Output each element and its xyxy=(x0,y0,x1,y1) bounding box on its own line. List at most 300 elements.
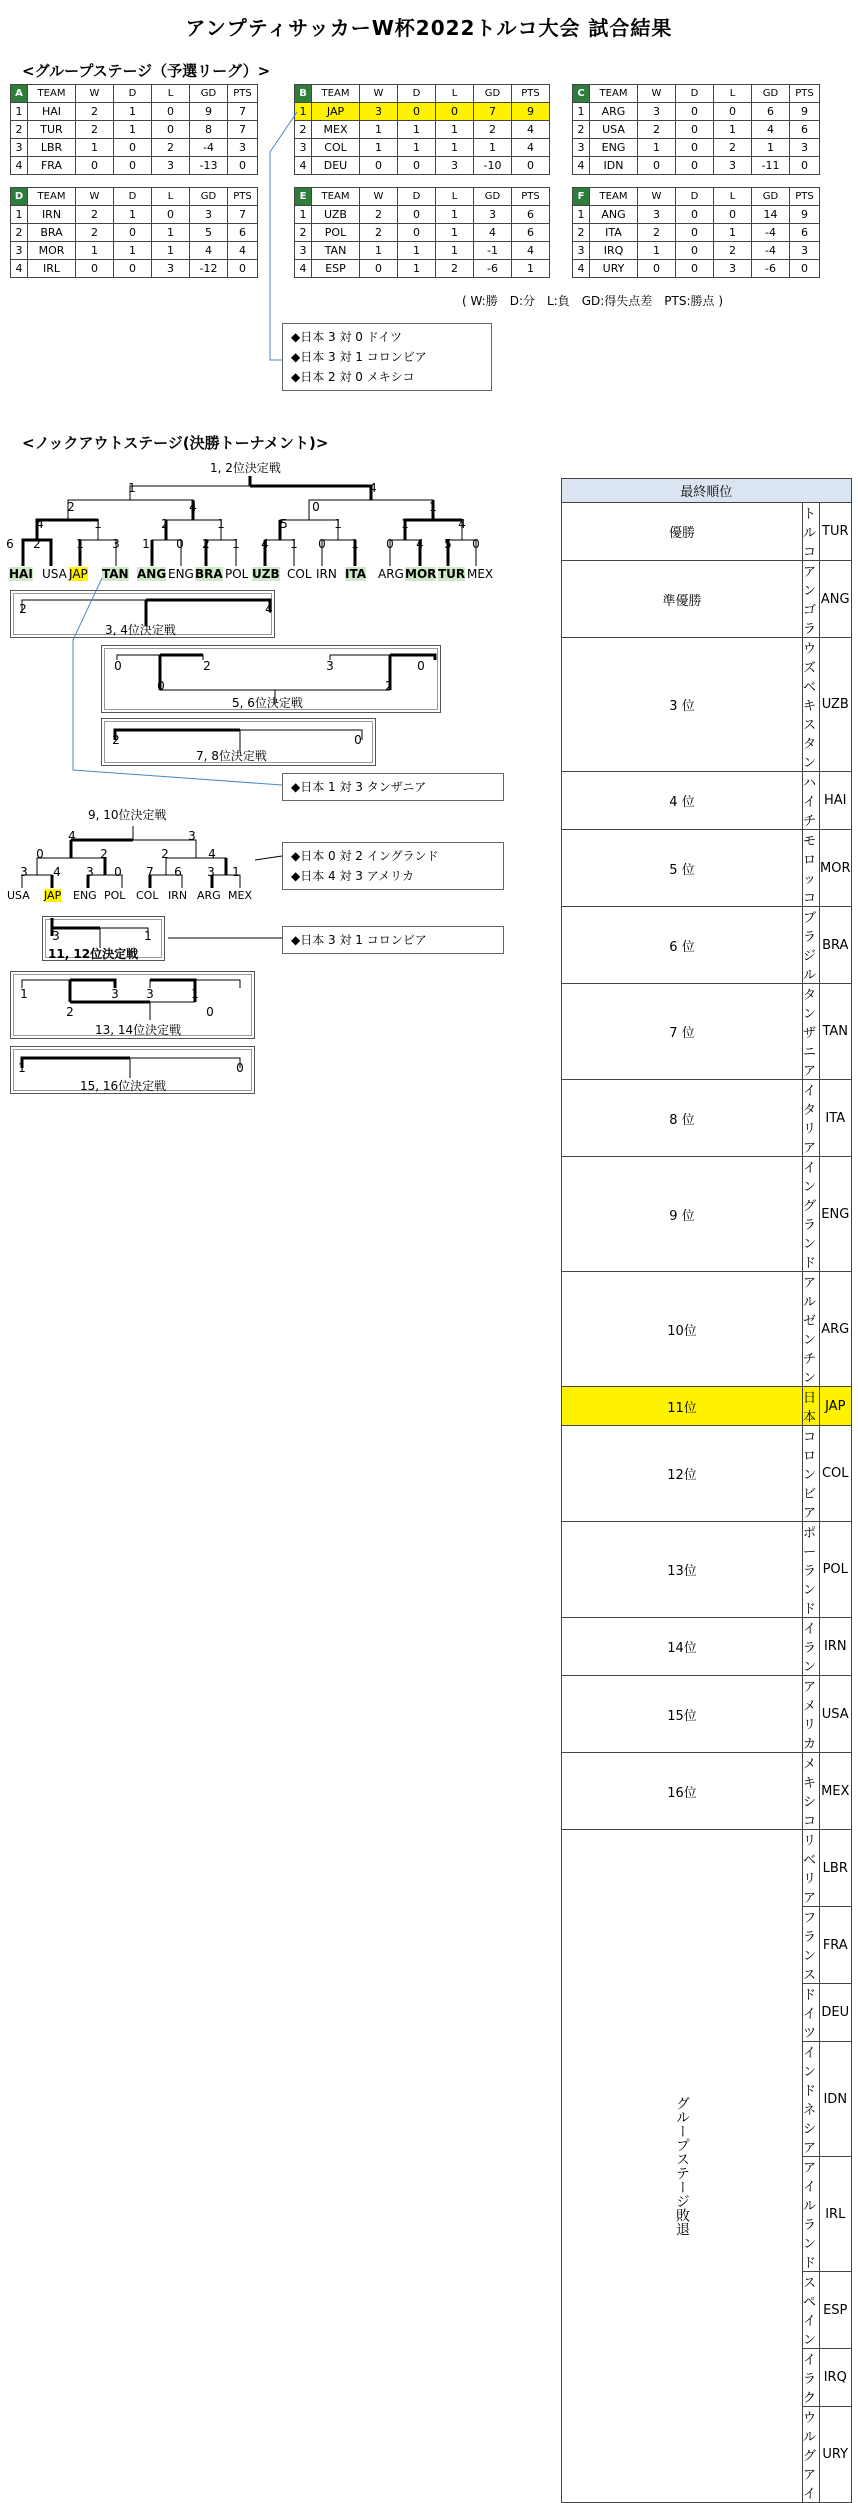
column-header: D xyxy=(398,85,436,103)
table-cell: 0 xyxy=(228,157,258,175)
table-cell: 3 xyxy=(573,242,590,260)
table-cell: 1 xyxy=(436,206,474,224)
stats-legend: ( W:勝 D:分 L:負 GD:得失点差 PTS:勝点 ) xyxy=(462,294,724,308)
team-arg: ARG xyxy=(197,889,221,902)
table-cell: 4 xyxy=(190,242,228,260)
table-cell: 3 xyxy=(228,139,258,157)
table-cell: 6 xyxy=(512,224,550,242)
table-cell: ブラジル xyxy=(803,907,820,984)
table-cell: DEU xyxy=(312,157,360,175)
table-row xyxy=(573,103,820,121)
table-cell: 6 xyxy=(512,206,550,224)
table-cell: 4 xyxy=(512,121,550,139)
table-cell: 4 xyxy=(295,260,312,278)
table-cell: IRQ xyxy=(590,242,638,260)
table-cell: MOR xyxy=(820,830,851,907)
ninth-place-label: 9, 10位決定戦 xyxy=(88,808,167,822)
table-row xyxy=(562,638,852,772)
page-title: アンプティサッカーW杯2022トルコ大会 試合結果 xyxy=(185,16,673,40)
table-cell: 3 xyxy=(11,242,28,260)
table-cell: TUR xyxy=(820,503,851,561)
r910-result-2: ◆日本 4 対 3 アメリカ xyxy=(291,869,414,883)
table-cell: 4 xyxy=(474,224,512,242)
table-cell: 14 xyxy=(752,206,790,224)
table-cell: 4 xyxy=(295,157,312,175)
table-row xyxy=(562,1753,852,1830)
table-cell: 8 位 xyxy=(562,1080,803,1157)
table-cell: TUR xyxy=(28,121,76,139)
ninth-r1-score: 1 xyxy=(232,865,240,879)
column-header: TEAM xyxy=(28,85,76,103)
table-cell: -6 xyxy=(474,260,512,278)
table-cell: 6 位 xyxy=(562,907,803,984)
thirteenth-score: 0 xyxy=(206,1005,214,1019)
column-header: TEAM xyxy=(590,188,638,206)
table-cell: ESP xyxy=(312,260,360,278)
group-exit-label: グループステージ敗退 xyxy=(562,1830,803,2503)
table-cell: 16位 xyxy=(562,1753,803,1830)
table-row xyxy=(573,157,820,175)
r16-score: 0 xyxy=(386,537,394,551)
sf-score: 4 xyxy=(189,500,197,514)
table-cell: 12位 xyxy=(562,1426,803,1522)
table-cell: 3 xyxy=(152,157,190,175)
table-cell: FRA xyxy=(820,1907,851,1984)
r16-result-1: ◆日本 1 対 3 タンザニア xyxy=(291,780,427,794)
table-cell: -4 xyxy=(752,224,790,242)
ninth-r3-score: 3 xyxy=(188,829,196,843)
r16-score: 0 xyxy=(318,537,326,551)
table-cell: 0 xyxy=(676,103,714,121)
table-cell: USA xyxy=(820,1676,851,1753)
table-cell: -13 xyxy=(190,157,228,175)
column-header: PTS xyxy=(512,188,550,206)
table-cell: 2 xyxy=(714,139,752,157)
table-cell: 1 xyxy=(114,121,152,139)
table-row xyxy=(573,139,820,157)
group-stage-heading: <グループステージ（予選リーグ）> xyxy=(22,62,271,80)
table-cell: 1 xyxy=(474,139,512,157)
table-cell: 2 xyxy=(360,206,398,224)
column-header: L xyxy=(714,188,752,206)
table-cell: BRA xyxy=(28,224,76,242)
table-cell: 1 xyxy=(114,103,152,121)
r16-score: 4 xyxy=(261,537,269,551)
column-header: D xyxy=(398,188,436,206)
qf-score: 1 xyxy=(334,517,342,531)
ninth-r1-score: 3 xyxy=(86,865,94,879)
table-cell: 3 xyxy=(295,139,312,157)
eleventh-place-label: 11, 12位決定戦 xyxy=(48,947,139,961)
table-cell: FRA xyxy=(28,157,76,175)
table-cell: アイルランド xyxy=(803,2157,820,2272)
qf-score: 1 xyxy=(401,517,409,531)
third-score: 4 xyxy=(265,602,273,616)
table-cell: 2 xyxy=(714,242,752,260)
table-cell: 9 xyxy=(790,103,820,121)
table-cell: 4 位 xyxy=(562,772,803,830)
table-cell: IRL xyxy=(28,260,76,278)
thirteenth-score: 2 xyxy=(66,1005,74,1019)
r16-score: 1 xyxy=(232,537,240,551)
table-cell: 6 xyxy=(752,103,790,121)
team-uzb: UZB xyxy=(252,567,280,581)
fifth-score: 0 xyxy=(157,679,165,693)
table-cell: フランス xyxy=(803,1907,820,1984)
table-cell: 0 xyxy=(228,260,258,278)
table-cell: HAI xyxy=(820,772,851,830)
column-header: PTS xyxy=(228,188,258,206)
table-cell: メキシコ xyxy=(803,1753,820,1830)
team-eng: ENG xyxy=(168,567,194,581)
group-result-1: ◆日本 3 対 0 ドイツ xyxy=(291,330,403,344)
r16-score: 1 xyxy=(351,537,359,551)
table-cell: URY xyxy=(820,2407,851,2503)
r16-score: 4 xyxy=(416,537,424,551)
ninth-r1-score: 3 xyxy=(207,865,215,879)
table-cell: 3 xyxy=(638,206,676,224)
r16-score: 6 xyxy=(6,537,14,551)
third-place-label: 3, 4位決定戦 xyxy=(105,623,176,637)
thirteenth-score: 1 xyxy=(20,987,28,1001)
team-col: COL xyxy=(287,567,312,581)
table-cell: 1 xyxy=(714,121,752,139)
table-cell: -4 xyxy=(190,139,228,157)
table-cell: 0 xyxy=(360,157,398,175)
fifth-score: 0 xyxy=(114,659,122,673)
table-cell: IRN xyxy=(28,206,76,224)
table-cell: イタリア xyxy=(803,1080,820,1157)
table-cell: 2 xyxy=(11,224,28,242)
table-cell: 4 xyxy=(752,121,790,139)
table-cell: ウルグアイ xyxy=(803,2407,820,2503)
table-cell: 0 xyxy=(790,260,820,278)
table-row xyxy=(562,1080,852,1157)
table-cell: 5 xyxy=(190,224,228,242)
table-cell: 0 xyxy=(638,260,676,278)
table-cell: BRA xyxy=(820,907,851,984)
table-row xyxy=(562,561,852,638)
sf-score: 2 xyxy=(67,500,75,514)
table-cell: 9 xyxy=(790,206,820,224)
column-header: W xyxy=(638,188,676,206)
fifteenth-place-label: 15, 16位決定戦 xyxy=(80,1079,167,1093)
table-cell: 準優勝 xyxy=(562,561,803,638)
table-cell: イングランド xyxy=(803,1157,820,1272)
table-row xyxy=(562,1426,852,1522)
table-cell: IDN xyxy=(590,157,638,175)
table-cell: ENG xyxy=(820,1157,851,1272)
final-score: 1 xyxy=(128,481,136,495)
japan-9-10-results xyxy=(282,842,504,890)
ninth-r1-score: 7 xyxy=(146,865,154,879)
qf-score: 4 xyxy=(36,517,44,531)
ninth-r2-score: 2 xyxy=(161,847,169,861)
qf-score: 4 xyxy=(458,517,466,531)
table-cell: 0 xyxy=(152,121,190,139)
r910-result-1: ◆日本 0 対 2 イングランド xyxy=(291,849,439,863)
column-header: GD xyxy=(474,85,512,103)
team-ang: ANG xyxy=(137,567,167,581)
group-letter: D xyxy=(11,188,28,206)
table-cell: -10 xyxy=(474,157,512,175)
table-cell: 1 xyxy=(295,103,312,121)
column-header: GD xyxy=(474,188,512,206)
table-cell: 2 xyxy=(436,260,474,278)
table-cell: 1 xyxy=(638,242,676,260)
table-cell: 1 xyxy=(11,206,28,224)
table-cell: 1 xyxy=(436,242,474,260)
table-cell: 6 xyxy=(790,121,820,139)
third-score: 2 xyxy=(19,602,27,616)
column-header: L xyxy=(714,85,752,103)
table-cell: 0 xyxy=(398,206,436,224)
table-cell: 2 xyxy=(295,224,312,242)
table-row xyxy=(562,1272,852,1387)
table-cell: 2 xyxy=(638,121,676,139)
table-cell: -4 xyxy=(752,242,790,260)
table-cell: ハイチ xyxy=(803,772,820,830)
table-cell: 3 xyxy=(638,103,676,121)
column-header: PTS xyxy=(790,85,820,103)
group-letter: C xyxy=(573,85,590,103)
table-cell: HAI xyxy=(28,103,76,121)
table-cell: 8 xyxy=(190,121,228,139)
table-cell: 1 xyxy=(360,139,398,157)
column-header: W xyxy=(76,188,114,206)
table-cell: 3 xyxy=(790,139,820,157)
table-cell: LBR xyxy=(820,1830,851,1907)
table-cell: 1 xyxy=(360,121,398,139)
table-cell: イラク xyxy=(803,2349,820,2407)
team-mex: MEX xyxy=(467,567,494,581)
column-header: D xyxy=(676,188,714,206)
table-cell: 1 xyxy=(114,206,152,224)
table-cell: 9 位 xyxy=(562,1157,803,1272)
table-row xyxy=(562,1522,852,1618)
seventh-score: 2 xyxy=(112,733,120,747)
team-ita: ITA xyxy=(345,567,367,581)
table-cell: 1 xyxy=(76,139,114,157)
table-cell: 0 xyxy=(638,157,676,175)
table-cell: 3 xyxy=(11,139,28,157)
table-cell: 2 xyxy=(573,224,590,242)
fifteenth-score: 1 xyxy=(18,1061,26,1075)
ninth-r1-score: 0 xyxy=(114,865,122,879)
table-cell: 1 xyxy=(714,224,752,242)
group-result-3: ◆日本 2 対 0 メキシコ xyxy=(291,370,415,384)
table-row xyxy=(573,121,820,139)
table-row xyxy=(573,206,820,224)
table-cell: LBR xyxy=(28,139,76,157)
table-cell: 2 xyxy=(295,121,312,139)
table-cell: 0 xyxy=(398,103,436,121)
table-row xyxy=(562,1387,852,1426)
table-cell: 2 xyxy=(573,121,590,139)
table-cell: ARG xyxy=(820,1272,851,1387)
table-cell: 0 xyxy=(152,103,190,121)
table-cell: 2 xyxy=(474,121,512,139)
column-header: L xyxy=(436,188,474,206)
table-row xyxy=(562,1618,852,1676)
thirteenth-score: 3 xyxy=(111,987,119,1001)
table-cell: 1 xyxy=(295,206,312,224)
table-cell: 3 xyxy=(295,242,312,260)
team-bra: BRA xyxy=(195,567,223,581)
table-cell: 4 xyxy=(512,139,550,157)
table-cell: 1 xyxy=(114,242,152,260)
table-cell: IRL xyxy=(820,2157,851,2272)
r16-score: 1 xyxy=(142,537,150,551)
table-cell: 0 xyxy=(114,260,152,278)
table-cell: UZB xyxy=(312,206,360,224)
team-pol: POL xyxy=(104,889,126,902)
r16-score: 5 xyxy=(444,537,452,551)
table-cell: 7 位 xyxy=(562,984,803,1080)
table-cell: 1 xyxy=(436,224,474,242)
table-cell: トルコ xyxy=(803,503,820,561)
table-cell: 3 xyxy=(714,157,752,175)
group-letter: F xyxy=(573,188,590,206)
table-cell: ANG xyxy=(590,206,638,224)
table-cell: 1 xyxy=(638,139,676,157)
table-cell: -1 xyxy=(474,242,512,260)
table-cell: POL xyxy=(820,1522,851,1618)
team-jap: JAP xyxy=(69,567,88,581)
r16-score: 1 xyxy=(76,537,84,551)
qf-score: 1 xyxy=(94,517,102,531)
table-cell: 7 xyxy=(228,103,258,121)
fifth-score: 2 xyxy=(203,659,211,673)
seventh-place-label: 7, 8位決定戦 xyxy=(196,749,267,763)
column-header: W xyxy=(360,188,398,206)
table-row xyxy=(562,1676,852,1753)
table-cell: 3 xyxy=(436,157,474,175)
r16-score: 2 xyxy=(202,537,210,551)
table-cell: 3 xyxy=(152,260,190,278)
qf-score: 2 xyxy=(161,517,169,531)
fifth-score: 3 xyxy=(326,659,334,673)
team-eng: ENG xyxy=(73,889,97,902)
table-cell: URY xyxy=(590,260,638,278)
table-cell: 3 xyxy=(573,139,590,157)
table-cell: 0 xyxy=(398,157,436,175)
team-pol: POL xyxy=(225,567,249,581)
table-cell: 1 xyxy=(360,242,398,260)
group-table-c xyxy=(572,84,820,175)
table-row xyxy=(573,242,820,260)
final-standings-table xyxy=(561,478,852,2503)
table-cell: 4 xyxy=(573,260,590,278)
table-cell: JAP xyxy=(820,1387,851,1426)
table-cell: 1 xyxy=(398,121,436,139)
table-cell: 0 xyxy=(398,224,436,242)
table-cell: 1 xyxy=(573,206,590,224)
table-cell: ITA xyxy=(820,1080,851,1157)
table-cell: COL xyxy=(820,1426,851,1522)
sf-score: 1 xyxy=(429,500,437,514)
team-jap: JAP xyxy=(44,889,62,902)
fifth-score: 0 xyxy=(417,659,425,673)
column-header: GD xyxy=(752,188,790,206)
table-cell: モロッコ xyxy=(803,830,820,907)
table-cell: IRQ xyxy=(820,2349,851,2407)
table-cell: 0 xyxy=(360,260,398,278)
knockout-heading: <ノックアウトステージ(決勝トーナメント)> xyxy=(22,434,329,452)
table-cell: -6 xyxy=(752,260,790,278)
sf-score: 0 xyxy=(312,500,320,514)
japan-r16-result xyxy=(282,773,504,801)
table-cell: 0 xyxy=(436,103,474,121)
table-cell: 0 xyxy=(676,242,714,260)
table-cell: 4 xyxy=(11,157,28,175)
column-header: D xyxy=(676,85,714,103)
table-cell: ARG xyxy=(590,103,638,121)
table-row xyxy=(562,772,852,830)
table-cell: 優勝 xyxy=(562,503,803,561)
table-cell: 1 xyxy=(436,121,474,139)
table-cell: 9 xyxy=(512,103,550,121)
table-cell: 0 xyxy=(676,157,714,175)
r16-score: 2 xyxy=(33,537,41,551)
table-row xyxy=(562,1157,852,1272)
column-header: GD xyxy=(190,85,228,103)
table-cell: ポーランド xyxy=(803,1522,820,1618)
group-letter: A xyxy=(11,85,28,103)
table-cell: 2 xyxy=(76,121,114,139)
fifteenth-score: 0 xyxy=(236,1061,244,1075)
table-cell: 14位 xyxy=(562,1618,803,1676)
table-cell: 3 xyxy=(714,260,752,278)
table-cell: TAN xyxy=(312,242,360,260)
table-cell: 0 xyxy=(512,157,550,175)
table-cell: 3 xyxy=(190,206,228,224)
team-usa: USA xyxy=(7,889,30,902)
column-header: TEAM xyxy=(312,188,360,206)
qf-score: 5 xyxy=(280,517,288,531)
table-cell: COL xyxy=(312,139,360,157)
table-cell: 2 xyxy=(76,103,114,121)
table-cell: 0 xyxy=(676,224,714,242)
seventh-score: 0 xyxy=(354,733,362,747)
table-cell: 0 xyxy=(676,121,714,139)
table-cell: 13位 xyxy=(562,1522,803,1618)
team-hai: HAI xyxy=(9,567,33,581)
table-cell: アメリカ xyxy=(803,1676,820,1753)
thirteenth-place-label: 13, 14位決定戦 xyxy=(95,1023,182,1037)
table-cell: 0 xyxy=(114,224,152,242)
r16-score: 0 xyxy=(472,537,480,551)
eleventh-score: 1 xyxy=(144,929,152,943)
table-cell: スペイン xyxy=(803,2272,820,2349)
table-cell: 11位 xyxy=(562,1387,803,1426)
ninth-r2-score: 0 xyxy=(36,847,44,861)
table-cell: 3 位 xyxy=(562,638,803,772)
table-cell: 2 xyxy=(152,139,190,157)
table-cell: -11 xyxy=(752,157,790,175)
group-letter: E xyxy=(295,188,312,206)
column-header: D xyxy=(114,188,152,206)
table-cell: 2 xyxy=(11,121,28,139)
table-cell: 0 xyxy=(76,260,114,278)
table-cell: 6 xyxy=(790,224,820,242)
table-cell: 1 xyxy=(573,103,590,121)
table-cell: ESP xyxy=(820,2272,851,2349)
table-cell: USA xyxy=(590,121,638,139)
table-cell: 0 xyxy=(676,139,714,157)
table-cell: 6 xyxy=(228,224,258,242)
r16-score: 0 xyxy=(176,537,184,551)
